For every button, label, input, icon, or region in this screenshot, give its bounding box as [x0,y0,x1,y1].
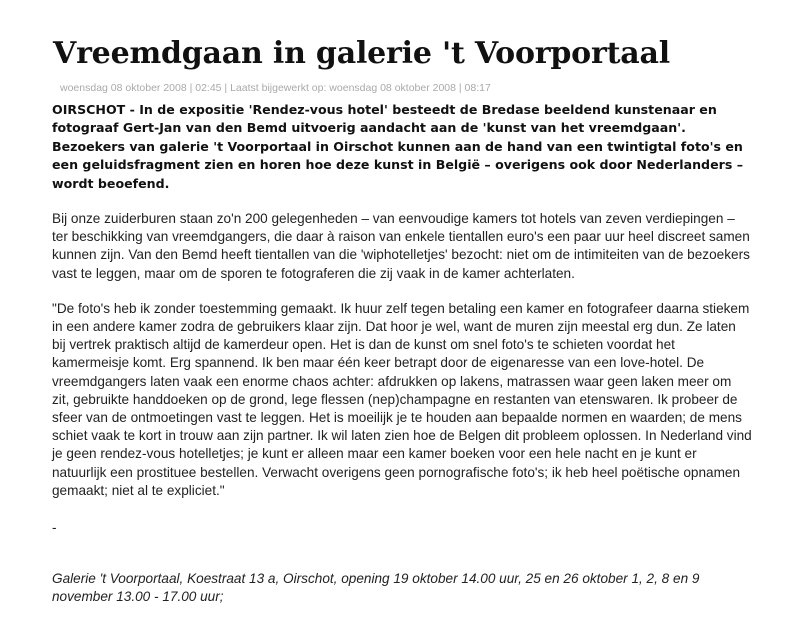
article [52,34,752,606]
article-dateline: woensdag 08 oktober 2008 | 02:45 | Laatst bijgewerkt op: woensdag 08 oktober 2008 | 08:17 [60,82,491,94]
article-title: Vreemdgaan in galerie 't Voorportaal [53,36,670,71]
article-paragraph-1: Bij onze zuiderburen staan zo'n 200 gelegenheden – van eenvoudige kamers tot hotels van zeven verdiepingen – ter beschikking van vreemdgangers, die daar à raison van enkele tientallen euro's een paar uur heel discreet samen kunnen zijn. Van den Bemd heeft tientallen van die 'wiphotelletjes' bezocht: niet om de intimiteiten van de bezoekers vast te leggen, maar om de sporen te fotograferen die zij vaak in de kamer achterlaten. [52,211,750,281]
article-separator: - [52,520,57,536]
exhibition-info: Galerie 't Voorportaal, Koestraat 13 a, Oirschot, opening 19 oktober 14.00 uur, 25 en 26 oktober 1, 2, 8 en 9 november 13.00 - 17.00 uur; [52,571,700,605]
article-lead: OIRSCHOT - In de expositie 'Rendez-vous hotel' besteedt de Bredase beeldend kunstenaar en fotograaf Gert-Jan van den Bemd uitvoerig aandacht aan de 'kunst van het vreemdgaan'. Bezoekers van galerie 't Voorportaal in Oirschot kunnen aan de hand van een twintigtal foto's en een geluidsfragment zien en horen hoe deze kunst in België – overigens ook door Nederlanders – wordt beoefend. [52,102,743,191]
article-paragraph-2: "De foto's heb ik zonder toestemming gemaakt. Ik huur zelf tegen betaling een kamer en fotografeer daarna stiekem in een andere kamer zodra de gebruikers klaar zijn. Dat hoor je wel, want de muren zijn meestal erg dun. Ze laten bij vertrek praktisch altijd de kamerdeur open. Het is dan de kunst om snel foto's te schieten voordat het kamermeisje komt. Erg spannend. Ik ben maar één keer betrapt door de eigenaresse van een love-hotel. De vreemdgangers laten vaak een enorme chaos achter: afdrukken op lakens, matrassen waar geen laken meer om zit, gebruikte handdoeken op de grond, lege flessen (nep)champagne en restanten van etenswaren. Ik probeer de sfeer van de ontmoetingen vast te leggen. Het is moeilijk je te houden aan bepaalde normen en waarden; de mens schiet vaak te kort in trouw aan zijn partner. Ik wil laten zien hoe de Belgen dit probleem oplossen. In Nederland vind je geen rendez-vous hotelletjes; je kunt er alleen maar een kamer boeken voor een hele nacht en je kunt er natuurlijk een prostituee bestellen. Verwacht overigens geen pornografische foto's; ik heb heel poëtische opnamen gemaakt; niet al te expliciet." [52,300,752,498]
